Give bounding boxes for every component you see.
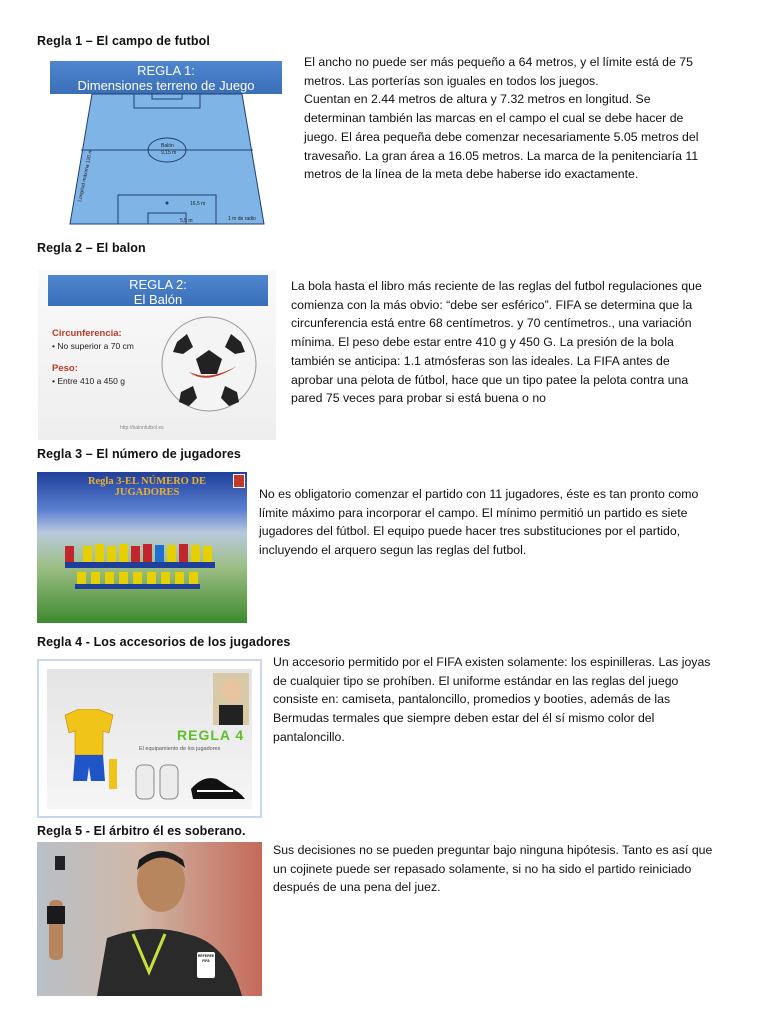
rule1-image-title: REGLA 1: Dimensiones terreno de Juego [50, 61, 282, 94]
pitch-label-915: 9,15 m [161, 150, 177, 156]
rule2-line: pared 75 veces para probar si está buena o no [291, 391, 546, 406]
rule5-line: después de una pena del juez. [273, 880, 441, 895]
rule1-field-image [50, 58, 282, 230]
rule1-line: El ancho no puede ser más pequeño a 64 metros, y el límite está de 75 [304, 55, 693, 69]
rule3-line: límite máximo para incorporar el campo. El mínimo permitió un partido es siete [259, 505, 688, 520]
rule2-paragraph [291, 277, 702, 408]
rule3-paragraph [259, 485, 698, 560]
rule1-line: Cuentan en 2.44 metros de altura y 7.32 metros en longitud. Se [304, 92, 651, 107]
pitch-label-ballon: Balón [161, 143, 174, 149]
rule4-image-subtitle: El equipamiento de los jugadores [139, 746, 221, 752]
rule2-ball-image [38, 270, 276, 440]
rule1-line: metros de la línea de la meta debe haberse ido exactamente. [304, 167, 639, 182]
rule3-image-title: Regla 3-EL NÚMERO DE JUGADORES [87, 476, 207, 498]
pitch-label-longitud-max: Longitud máxima 120 m [77, 148, 95, 203]
rule4-line: consiste en: camiseta, pantaloncillo, promedios y booties, además de las [273, 692, 671, 707]
fifa-badge: REFEREE FIFA [197, 952, 215, 978]
rule3-line: No es obligatorio comenzar el partido con 11 jugadores, éste es tan pronto como [259, 487, 699, 501]
rule4-heading: Regla 4 - Los accesorios de los jugadores [37, 635, 291, 649]
rule1-paragraph [304, 53, 698, 184]
rule3-heading: Regla 3 – El número de jugadores [37, 447, 241, 461]
pitch-label-5-5: 5,5 m [180, 218, 193, 224]
rule2-heading: Regla 2 – El balon [37, 241, 146, 255]
rule3-line: jugadores del fútbol. El equipo puede hacer tres substituciones por el partido, [259, 524, 681, 539]
referee-portrait-icon [213, 673, 249, 725]
rule4-equipment-image [37, 659, 262, 818]
rule2-line: circunferencia está entre 68 centímetros. y 70 centímetros., una variación [291, 316, 692, 331]
rule2-image-title: REGLA 2: El Balón [48, 275, 268, 306]
pitch-diagram [50, 92, 282, 230]
rule1-heading: Regla 1 – El campo de futbol [37, 34, 210, 48]
rule4-image-title: REGLA 4 [177, 727, 245, 743]
shirt-icon [57, 709, 121, 809]
rule4-line: pantaloncillo. [273, 729, 345, 744]
rule4-line: Bermudas termales que siempre deben estar del él sí mismo color del [273, 711, 655, 726]
rule2-line: comienza con la más obvio: “debe ser esférico”. FIFA se determina que la [291, 297, 693, 312]
rule1-line: travesaño. La gran área a 16.05 metros. La marca de la penitenciaría 11 [304, 148, 699, 163]
rule4-line: Un accesorio permitido por el FIFA existen solamente: los espinilleras. Las joyas [273, 655, 711, 669]
rule3-line: incluyendo el arquero segun las reglas del futbol. [259, 543, 527, 558]
rule5-paragraph [273, 841, 712, 897]
rule2-line: aprobar una pelota de fútbol, hace que un tipo patee la pelota contra una [291, 372, 689, 387]
rule2-line: también se anticipa: 1.1 atmósferas son las ideales. La FIFA antes de [291, 353, 670, 368]
players-group [37, 472, 247, 623]
rule1-line: determinan también las marcas en el campo el cual se debe hacer de [304, 111, 684, 126]
pitch-label-16-5: 16,5 m [190, 201, 206, 207]
rule3-team-photo [37, 472, 247, 623]
shinguard-icon [134, 763, 184, 803]
circ-label: Circunferencia: [52, 328, 122, 339]
rule5-referee-photo [37, 842, 262, 996]
rule1-line: metros. Las porterías son iguales en todos los juegos. [304, 73, 599, 88]
circ-item: • No superior a 70 cm [52, 341, 134, 351]
rule2-image-footer: http://balonfutbol.es [120, 425, 164, 431]
pitch-label-anchura [110, 92, 129, 93]
rule2-line: mínima. El peso debe estar entre 410 g y 450 G. La presión de la bola [291, 335, 674, 350]
peso-item: • Entre 410 a 450 g [52, 376, 125, 386]
boots-icon [189, 765, 249, 805]
rule1-line: juego. El área pequeña debe comenzar necesariamente 5.05 metros del [304, 129, 699, 144]
rule5-line: un cojinete puede ser repasado solamente, si no ha sido el partido reiniciado [273, 861, 692, 876]
referee-figure [37, 842, 262, 996]
rule5-line: Sus decisiones no se pueden preguntar bajo ninguna hipótesis. Tanto es así que [273, 843, 713, 857]
rule2-line: La bola hasta el libro más reciente de las reglas del futbol regulaciones que [291, 279, 702, 293]
rule4-line: de cualquier tipo se prohíben. El uniforme estándar en las reglas del juego [273, 673, 679, 688]
peso-label: Peso: [52, 363, 78, 374]
rule4-paragraph [273, 653, 710, 747]
pitch-label-radio: 1 m de radio [228, 216, 256, 222]
soccer-ball-icon [159, 314, 259, 414]
rule5-heading: Regla 5 - El árbitro él es soberano. [37, 824, 246, 838]
